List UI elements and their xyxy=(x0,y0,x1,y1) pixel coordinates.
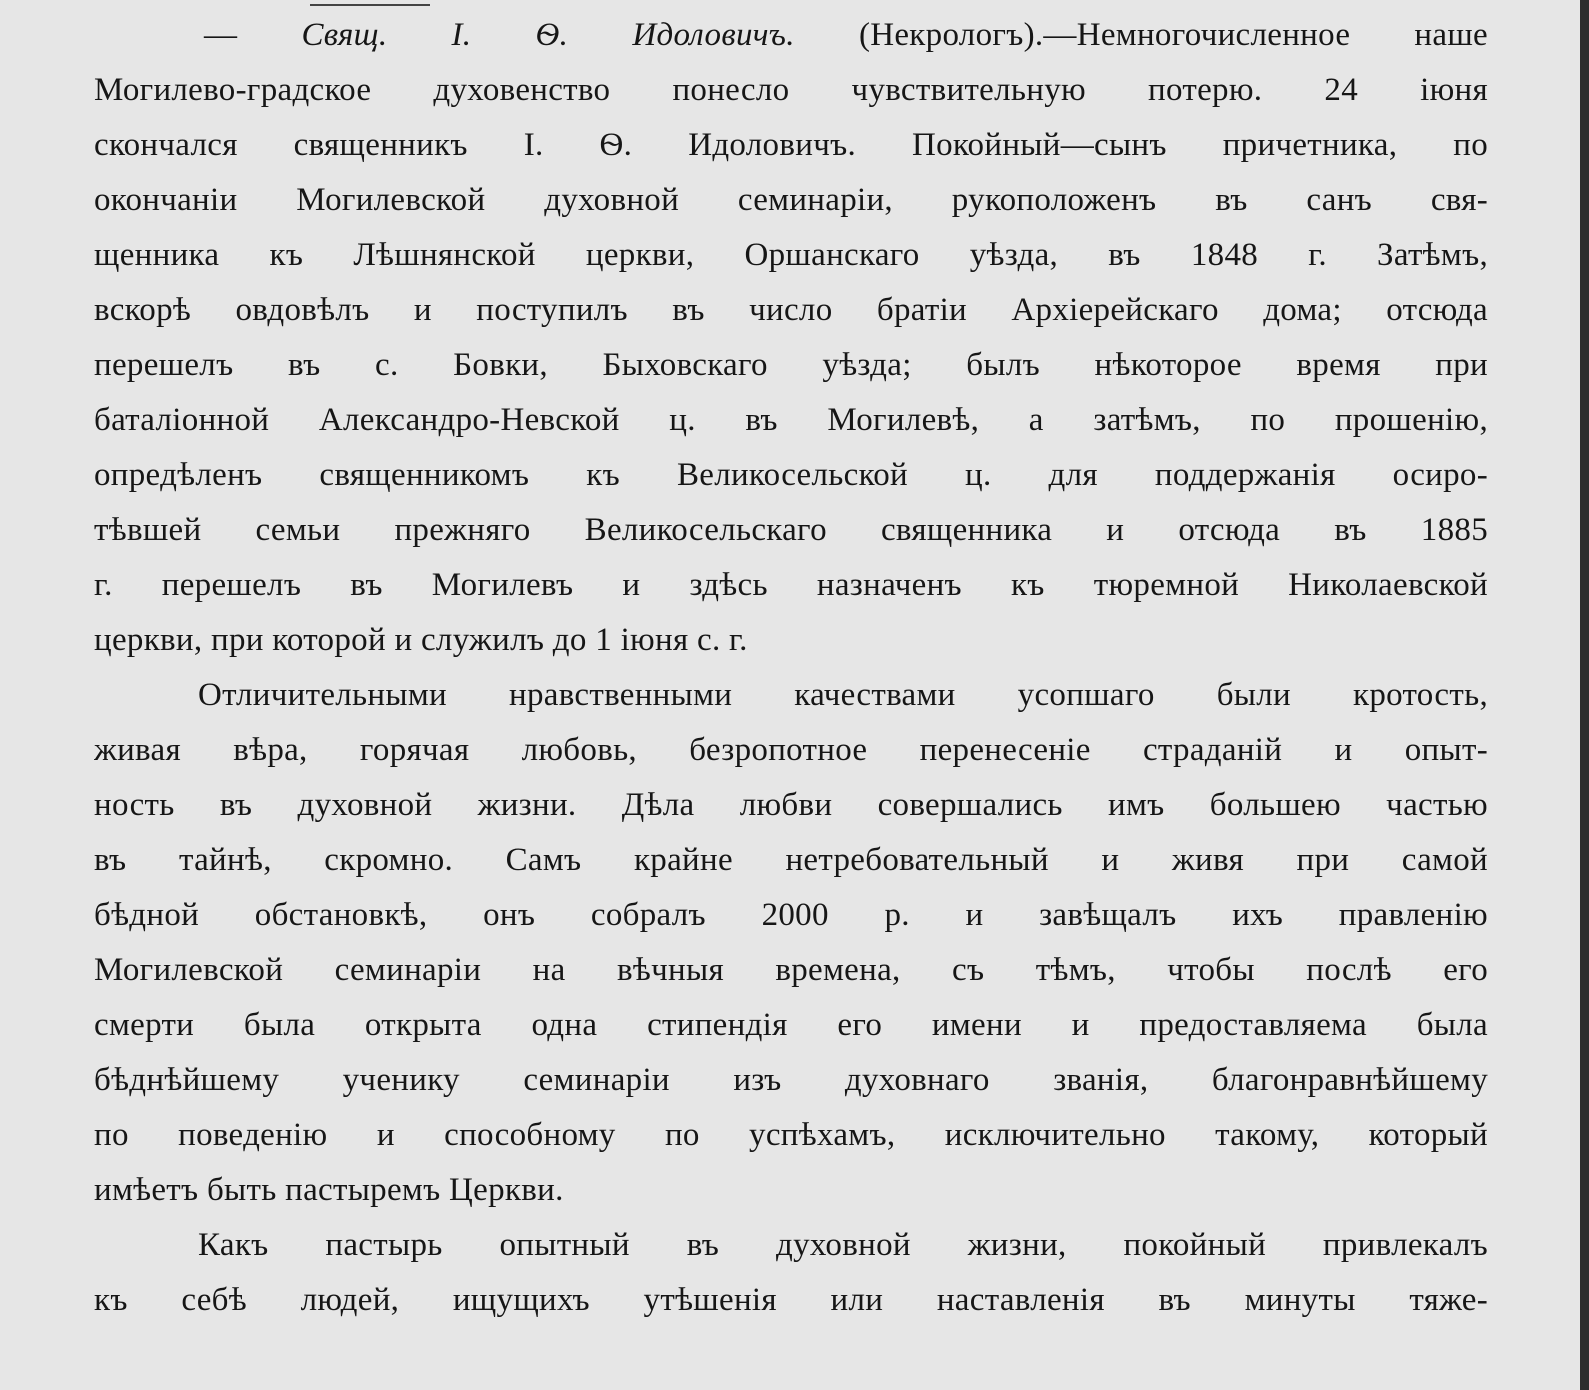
text-line: въ тайнѣ, скромно. Самъ крайне нетребовательный и живя при самой xyxy=(94,842,1488,878)
text-line: живая вѣра, горячая любовь, безропотное перенесеніе страданій и опыт- xyxy=(94,732,1488,768)
heading-dash: — xyxy=(204,17,238,53)
page-edge xyxy=(1580,0,1589,1390)
previous-page-fragment xyxy=(310,0,430,6)
text-line: Могилево-градское духовенство понесло чувствительную потерю. 24 іюня xyxy=(94,72,1488,108)
text-line: Какъ пастырь опытный въ духовной жизни, покойный привлекалъ xyxy=(198,1227,1488,1263)
heading-line xyxy=(94,8,1488,63)
text-line: Могилевской семинаріи на вѣчныя времена, съ тѣмъ, чтобы послѣ его xyxy=(94,952,1488,988)
text-line: ность въ духовной жизни. Дѣла любви совершались имъ большею частью xyxy=(94,787,1488,823)
text-line: церкви, при которой и служилъ до 1 іюня с. г. xyxy=(94,622,748,658)
text-line: имѣетъ быть пастыремъ Церкви. xyxy=(94,1172,564,1208)
text-line: окончаніи Могилевской духовной семинаріи, рукоположенъ въ санъ свя- xyxy=(94,182,1488,218)
text-line: по поведенію и способному по успѣхамъ, исключительно такому, который xyxy=(94,1117,1488,1153)
text-line: бѣдной обстановкѣ, онъ собралъ 2000 р. и завѣщалъ ихъ правленію xyxy=(94,897,1488,933)
text-line: тѣвшей семьи прежняго Великосельскаго священника и отсюда въ 1885 xyxy=(94,512,1488,548)
text-line: скончался священникъ I. Ѳ. Идоловичъ. Покойный—сынъ причетника, по xyxy=(94,127,1488,163)
text-line: смерти была открыта одна стипендія его имени и предоставляема была xyxy=(94,1007,1488,1043)
text-line: (Некрологъ).—Немногочисленное наше xyxy=(858,17,1488,53)
text-line: перешелъ въ с. Бовки, Быховскаго уѣзда; былъ нѣкоторое время при xyxy=(94,347,1488,383)
text-line: вскорѣ овдовѣлъ и поступилъ въ число братіи Архіерейскаго дома; отсюда xyxy=(94,292,1488,328)
text-line: г. перешелъ въ Могилевъ и здѣсь назначенъ къ тюремной Николаевской xyxy=(94,567,1488,603)
text-line: баталіонной Александро-Невской ц. въ Могилевѣ, а затѣмъ, по прошенію, xyxy=(94,402,1488,438)
text-line: къ себѣ людей, ищущихъ утѣшенія или наставленія въ минуты тяже- xyxy=(94,1282,1488,1318)
text-line: опредѣленъ священникомъ къ Великосельской ц. для поддержанія осиро- xyxy=(94,457,1488,493)
text-line: бѣднѣйшему ученику семинаріи изъ духовнаго званія, благонравнѣйшему xyxy=(94,1062,1488,1098)
text-line: щенника къ Лѣшнянской церкви, Оршанскаго уѣзда, въ 1848 г. Затѣмъ, xyxy=(94,237,1488,273)
obituary-text xyxy=(94,8,1488,1328)
text-line: Отличительными нравственными качествами усопшаго были кротость, xyxy=(198,677,1488,713)
heading-name: Свящ. I. Ѳ. Идоловичъ. xyxy=(301,17,795,53)
